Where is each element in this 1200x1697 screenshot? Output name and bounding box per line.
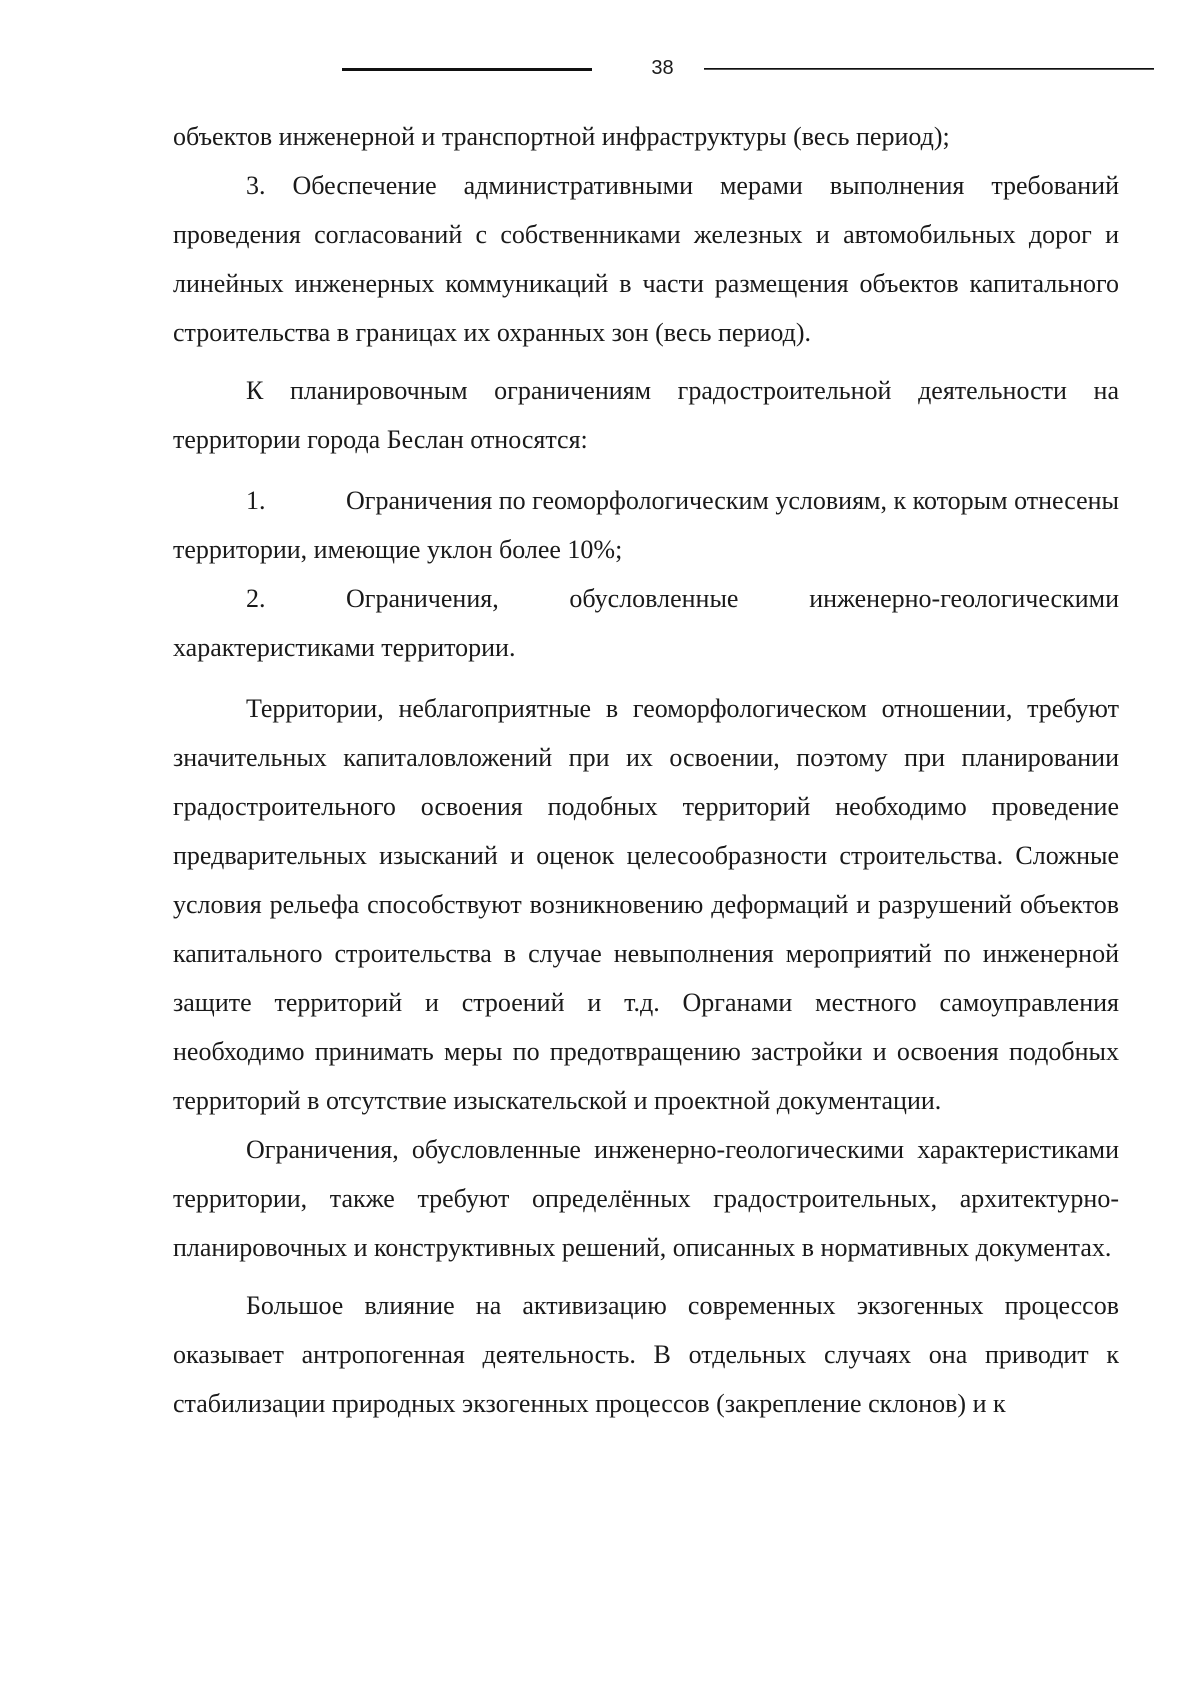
document-body — [173, 112, 1119, 1428]
list-number-1: 1. — [246, 486, 266, 515]
list-item-1 — [173, 476, 1119, 574]
paragraph-anthropogenic: Большое влияние на активизацию современных экзогенных процессов оказывает антропогенная деятельность. В отдельных случаях она приводит к стабилизации природных экзогенных процессов (закрепление склонов) и к — [173, 1291, 1119, 1418]
list-item-1-text: Ограничения по геоморфологическим условиям, к которым отнесены территории, имеющие уклон более 10%; — [173, 486, 1119, 564]
paragraph-planning-restrictions: К планировочным ограничениям градостроительной деятельности на территории города Беслан относятся: — [173, 376, 1119, 454]
paragraph-engineering-geology: Ограничения, обусловленные инженерно-геологическими характеристиками территории, также требуют определённых градостроительных, архитектурно-планировочных и конструктивных решений, описанных в нормативных документах. — [173, 1135, 1119, 1262]
list-item-2 — [173, 574, 1119, 672]
header-rule-left — [342, 68, 592, 71]
list-number-2: 2. — [246, 584, 266, 613]
paragraph-item-3: 3. Обеспечение административными мерами выполнения требований проведения согласований с собственниками железных и автомобильных дорог и линейных инженерных коммуникаций в части размещения объектов капитального строительства в границах их охранных зон (весь период). — [173, 171, 1119, 347]
page-header — [0, 54, 1200, 94]
list-item-2-text: Ограничения, обусловленные инженерно-геологическими характеристиками территории. — [173, 584, 1119, 662]
paragraph-continuation: объектов инженерной и транспортной инфраструктуры (весь период); — [173, 122, 950, 151]
paragraph-territories: Территории, неблагоприятные в геоморфологическом отношении, требуют значительных капиталовложений при их освоении, поэтому при планировании градостроительного освоения подобных территорий необходимо проведение предварительных изысканий и оценок целесообразности строительства. Сложные условия рельефа способствуют возникновению деформаций и разрушений объектов капитального строительства в случае невыполнения мероприятий по инженерной защите территорий и строений и т.д. Органами местного самоуправления необходимо принимать меры по предотвращению застройки и освоения подобных территорий в отсутствие изыскательской и проектной документации. — [173, 694, 1119, 1115]
page-number: 38 — [651, 57, 674, 79]
header-rule-right — [704, 68, 1154, 70]
